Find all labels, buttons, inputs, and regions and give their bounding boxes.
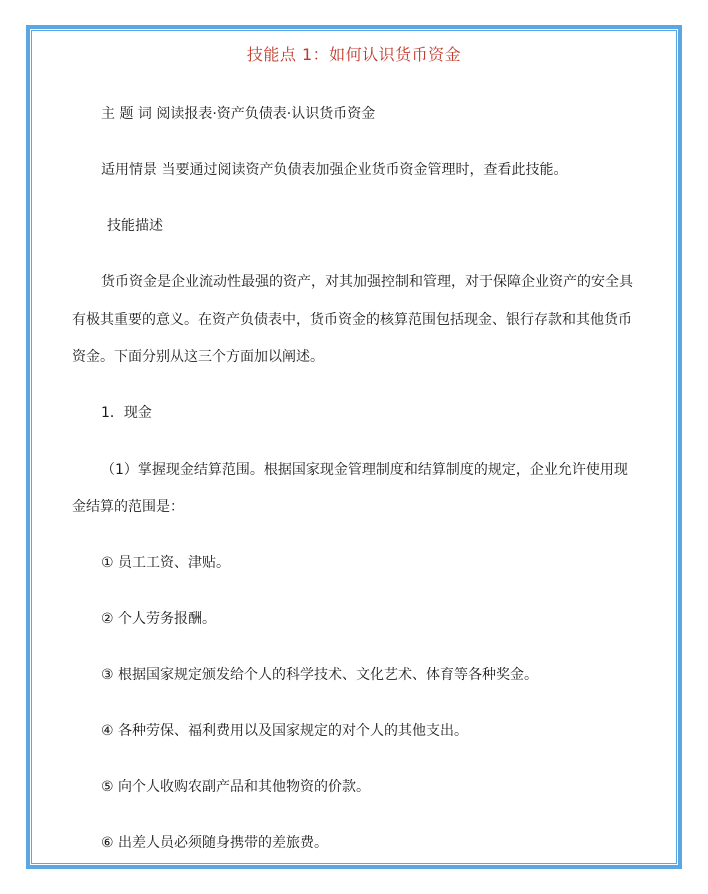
list-item: ③ 根据国家规定颁发给个人的科学技术、文化艺术、体育等各种奖金。 [101, 667, 538, 683]
list-item: ② 个人劳务报酬。 [101, 611, 217, 627]
paragraph-line: 资金。下面分别从这三个方面加以阐述。 [72, 349, 324, 365]
paragraph-line: 货币资金是企业流动性最强的资产，对其加强控制和管理，对于保障企业资产的安全具 [101, 274, 633, 290]
scenario-line: 适用情景 当要通过阅读资产负债表加强企业货币资金管理时，查看此技能。 [101, 162, 568, 178]
list-item: ⑥ 出差人员必须随身携带的差旅费。 [101, 835, 329, 851]
skill-description-heading: 技能描述 [107, 218, 163, 234]
paragraph-line: （1）掌握现金结算范围。根据国家现金管理制度和结算制度的规定，企业允许使用现 [101, 462, 628, 478]
paragraph-line: 有极其重要的意义。在资产负债表中，货币资金的核算范围包括现金、银行存款和其他货币 [72, 312, 632, 328]
document-title: 技能点 1：如何认识货币资金 [246, 45, 462, 64]
list-item: ① 员工工资、津贴。 [101, 555, 231, 571]
list-item: ⑤ 向个人收购农副产品和其他物资的价款。 [101, 779, 370, 795]
list-item: ④ 各种劳保、福利费用以及国家规定的对个人的其他支出。 [101, 723, 468, 739]
keywords-line: 主 题 词 阅读报表·资产负债表·认识货币资金 [101, 106, 376, 122]
paragraph-line: 金结算的范围是： [72, 499, 184, 515]
section-heading-cash: 1．现金 [101, 405, 152, 421]
